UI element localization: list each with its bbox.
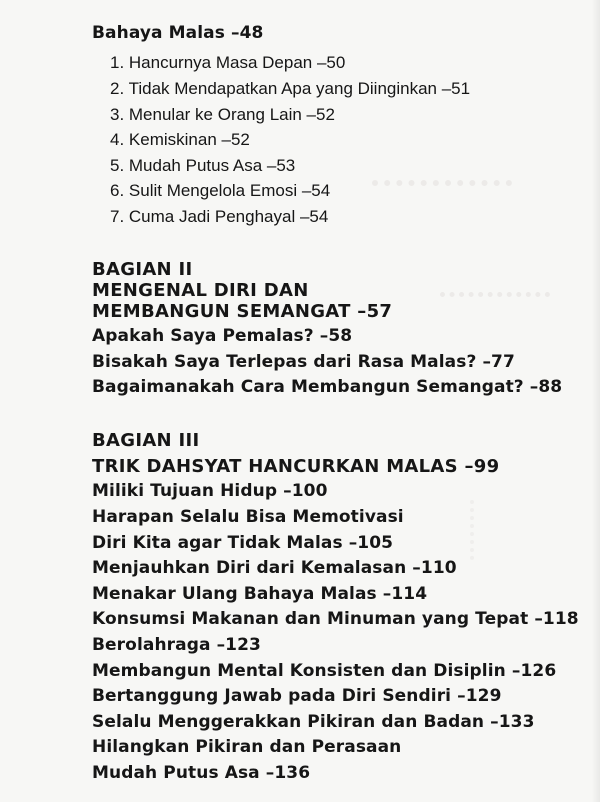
toc-entry: Miliki Tujuan Hidup –100	[92, 481, 328, 501]
page-edge-shadow	[592, 0, 600, 802]
part-title: TRIK DAHSYAT HANCURKAN MALAS –99	[92, 456, 500, 477]
toc-item: 6. Sulit Mengelola Emosi –54	[110, 181, 331, 200]
toc-entry: Harapan Selalu Bisa Memotivasi	[92, 507, 404, 527]
toc-item: 1. Hancurnya Masa Depan –50	[110, 53, 346, 72]
bleed-through-mark	[372, 180, 512, 200]
toc-entry: Hilangkan Pikiran dan Perasaan	[92, 737, 402, 757]
toc-entry: Menakar Ulang Bahaya Malas –114	[92, 584, 428, 604]
toc-item: 4. Kemiskinan –52	[110, 130, 250, 149]
toc-entry: Diri Kita agar Tidak Malas –105	[92, 533, 394, 553]
toc-item: 2. Tidak Mendapatkan Apa yang Diinginkan –51	[110, 79, 471, 98]
toc-item: 5. Mudah Putus Asa –53	[110, 156, 296, 175]
toc-entry: Membangun Mental Konsisten dan Disiplin –126	[92, 661, 557, 681]
bleed-through-mark	[440, 292, 550, 307]
toc-entry: Apakah Saya Pemalas? –58	[92, 326, 353, 346]
toc-entry: Bertanggung Jawab pada Diri Sendiri –129	[92, 686, 502, 706]
toc-entry: Bisakah Saya Terlepas dari Rasa Malas? –77	[92, 352, 515, 372]
part-label-bagian-ii: BAGIAN II	[92, 259, 193, 280]
toc-item: 7. Cuma Jadi Penghayal –54	[110, 207, 329, 226]
part-title-line2: MEMBANGUN SEMANGAT –57	[92, 301, 393, 322]
toc-entry: Konsumsi Makanan dan Minuman yang Tepat –118	[92, 609, 579, 629]
toc-entry: Menjauhkan Diri dari Kemalasan –110	[92, 558, 457, 578]
toc-entry: Bagaimanakah Cara Membangun Semangat? –88	[92, 377, 563, 397]
toc-entry: Berolahraga –123	[92, 635, 261, 655]
toc-entry: Mudah Putus Asa –136	[92, 763, 311, 783]
part-label-bagian-iii: BAGIAN III	[92, 430, 200, 451]
section-title-bahaya-malas: Bahaya Malas –48	[92, 23, 264, 43]
toc-item: 3. Menular ke Orang Lain –52	[110, 105, 335, 124]
bleed-through-mark	[470, 500, 544, 560]
toc-entry: Selalu Menggerakkan Pikiran dan Badan –133	[92, 712, 535, 732]
part-title-line1: MENGENAL DIRI DAN	[92, 280, 309, 301]
